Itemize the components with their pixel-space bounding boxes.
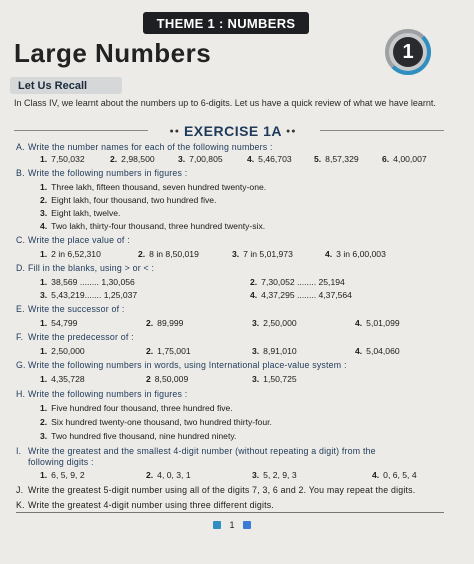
answer-item: 1. 4,35,728 <box>40 374 85 384</box>
question-letter: K. <box>16 500 25 510</box>
question-a <box>16 142 273 152</box>
answer-item: 1. 2,50,000 <box>40 346 85 356</box>
theme-banner <box>143 12 309 34</box>
question-letter: G. <box>16 360 26 370</box>
answer-item: 2. 7,30,052 ........ 25,194 <box>250 277 345 287</box>
answer-item: 4. Two lakh, thirty-four thousand, three hundred twenty-six. <box>40 221 266 231</box>
question-j <box>16 485 415 495</box>
question-k <box>16 500 274 510</box>
question-text: Write the following numbers in figures : <box>28 168 188 178</box>
answer-item: 4. 3 in 6,00,003 <box>325 249 386 259</box>
page-number: 1 <box>229 520 235 530</box>
footer-divider <box>16 512 444 513</box>
question-i-continued: following digits : <box>28 457 94 467</box>
question-text: Fill in the blanks, using > or < : <box>28 263 155 273</box>
question-letter: H. <box>16 389 26 399</box>
answer-item: 3. 7,00,805 <box>178 154 223 164</box>
answer-item: 3. 7 in 5,01,973 <box>232 249 293 259</box>
question-i <box>16 446 376 456</box>
question-h <box>16 389 187 399</box>
page-title: Large Numbers <box>14 38 212 68</box>
question-text: Write the following numbers in words, using International place-value system : <box>28 360 347 370</box>
answer-item: 2. Six hundred twenty-one thousand, two hundred thirty-four. <box>40 417 272 427</box>
page-footer <box>200 518 264 532</box>
question-letter: E. <box>16 304 25 314</box>
answer-item: 3. Two hundred five thousand, nine hundred ninety. <box>40 431 237 441</box>
answer-item: 3. 5,43,219....... 1,25,037 <box>40 290 138 300</box>
question-text: Write the number names for each of the following numbers : <box>28 142 273 152</box>
answer-item: 4. 5,04,060 <box>355 346 400 356</box>
question-letter: F. <box>16 332 24 342</box>
answer-item: 2. 1,75,001 <box>146 346 191 356</box>
divider-right <box>320 130 444 131</box>
answer-item: 6. 4,00,007 <box>382 154 427 164</box>
question-letter: C. <box>16 235 26 245</box>
question-text: Write the predecessor of : <box>28 332 134 342</box>
dots-left: ●● <box>169 127 180 135</box>
answer-item: 3. 5, 2, 9, 3 <box>252 470 297 480</box>
answer-item: 3. 1,50,725 <box>252 374 297 384</box>
exercise-heading <box>148 123 318 139</box>
recall-text: In Class IV, we learnt about the numbers up to 6-digits. Let us have a quick review of what we have learnt. <box>14 98 436 108</box>
question-letter: A. <box>16 142 25 152</box>
chapter-number: 1 <box>393 37 423 67</box>
recall-heading: Let Us Recall <box>10 77 122 94</box>
answer-item: 4. 5,01,099 <box>355 318 400 328</box>
question-c <box>16 235 130 245</box>
question-letter: B. <box>16 168 25 178</box>
answer-item: 2. Eight lakh, four thousand, two hundred five. <box>40 195 217 205</box>
answer-item: 2. 89,999 <box>146 318 184 328</box>
question-text: Write the place value of : <box>28 235 130 245</box>
question-text: Write the greatest 5-digit number using all of the digits 7, 3, 6 and 2. You may repeat the digits. <box>28 485 416 495</box>
question-letter: D. <box>16 263 26 273</box>
answer-item: 1. 38,569 ........ 1,30,056 <box>40 277 135 287</box>
answer-item: 1. 54,799 <box>40 318 78 328</box>
question-d <box>16 263 154 273</box>
theme-label: THEME 1 : NUMBERS <box>156 15 296 31</box>
exercise-title: EXERCISE 1A <box>183 123 283 139</box>
answer-item: 4. 0, 6, 5, 4 <box>372 470 417 480</box>
answer-item: 1. 6, 5, 9, 2 <box>40 470 85 480</box>
question-text: Write the following numbers in figures : <box>28 389 188 399</box>
answer-item: 4. 4,37,295 ........ 4,37,564 <box>250 290 352 300</box>
answer-item: 2. 4, 0, 3, 1 <box>146 470 191 480</box>
footer-marker-right <box>243 521 251 529</box>
answer-item: 3. Eight lakh, twelve. <box>40 208 121 218</box>
question-f <box>16 332 134 342</box>
question-letter: J. <box>16 485 24 495</box>
answer-item: 3. 2,50,000 <box>252 318 297 328</box>
question-text: Write the greatest 4-digit number using three different digits. <box>28 500 275 510</box>
answer-item: 2. 8 in 8,50,019 <box>138 249 199 259</box>
answer-item: 4. 5,46,703 <box>247 154 292 164</box>
dots-right: ●● <box>286 127 297 135</box>
answer-item: 1. Five hundred four thousand, three hundred five. <box>40 403 233 413</box>
divider-left <box>14 130 148 131</box>
answer-item: 1. Three lakh, fifteen thousand, seven hundred twenty-one. <box>40 182 267 192</box>
answer-item: 1. 2 in 6,52,310 <box>40 249 101 259</box>
footer-marker-left <box>213 521 221 529</box>
chapter-badge <box>385 29 431 75</box>
answer-item: 2 8,50,009 <box>146 374 189 384</box>
answer-item: 3. 8,91,010 <box>252 346 297 356</box>
question-letter: I. <box>16 446 22 456</box>
question-g <box>16 360 347 370</box>
badge-ring <box>385 29 431 75</box>
question-text: Write the greatest and the smallest 4-digit number (without repeating a digit) from the <box>28 446 376 456</box>
question-text: Write the successor of : <box>28 304 125 314</box>
question-b <box>16 168 187 178</box>
question-e <box>16 304 125 314</box>
answer-item: 2. 2,98,500 <box>110 154 155 164</box>
answer-item: 1. 7,50,032 <box>40 154 85 164</box>
answer-item: 5. 8,57,329 <box>314 154 359 164</box>
